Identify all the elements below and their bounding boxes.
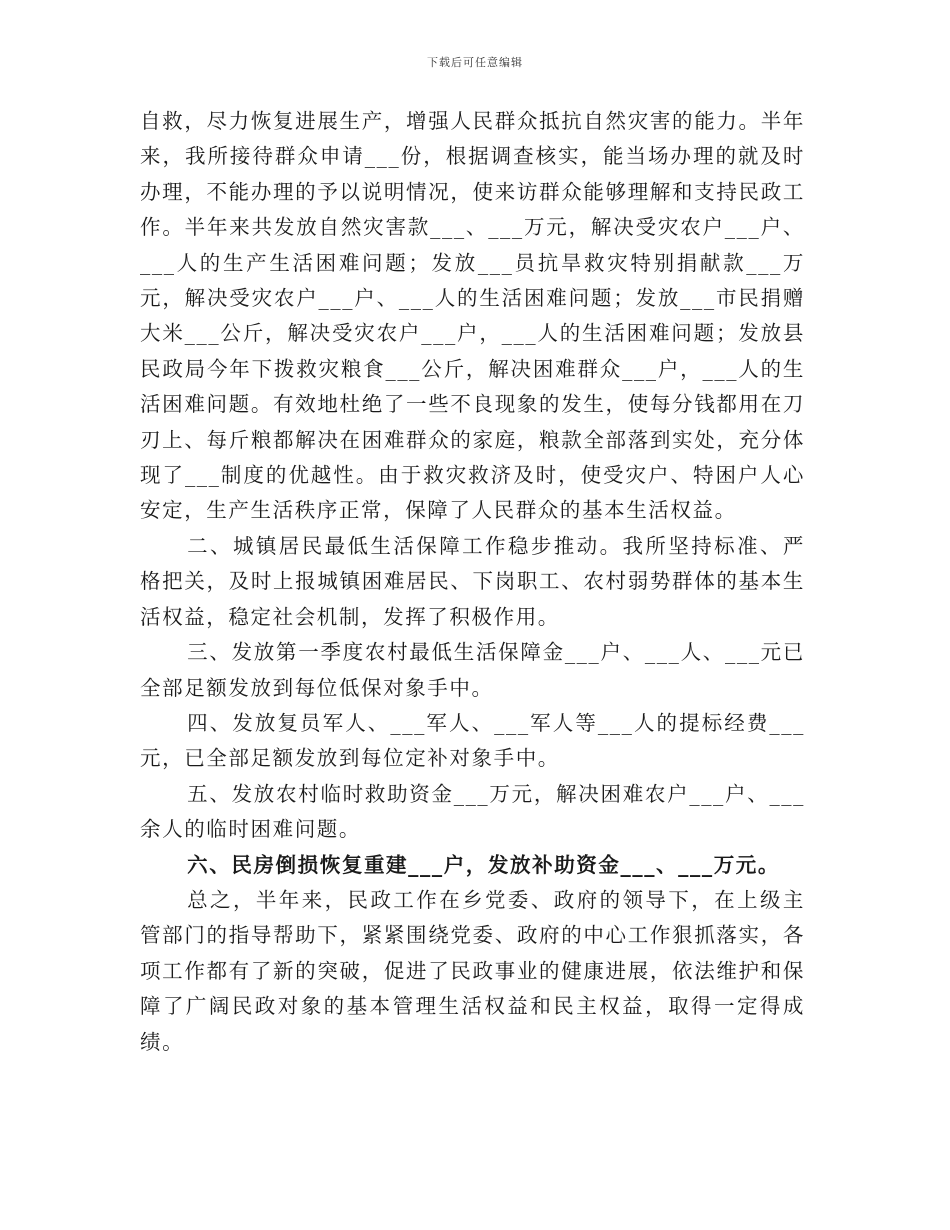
paragraph-temporary-relief: 五、发放农村临时救助资金___万元，解决困难农户___户、___余人的临时困难问题。	[140, 781, 805, 842]
paragraph-rural-minimum-living: 三、发放第一季度农村最低生活保障金___户、___人、___元已全部足额发放到每位低保对象手中。	[140, 640, 805, 700]
document-body	[140, 104, 805, 1060]
paragraph-urban-minimum-living: 二、城镇居民最低生活保障工作稳步推动。我所坚持标准、严格把关，及时上报城镇困难居民、下岗职工、农村弱势群体的基本生活权益，稳定社会机制，发挥了积极作用。	[140, 533, 805, 629]
paragraph-housing-rebuild: 六、民房倒损恢复重建___户，发放补助资金___、___万元。	[187, 852, 780, 877]
paragraph-summary: 总之，半年来，民政工作在乡党委、政府的领导下，在上级主管部门的指导帮助下，紧紧围绕党委、政府的中心工作狠抓落实，各项工作都有了新的突破，促进了民政事业的健康进展，依法维护和保障了广阔民政对象的基本管理生活权益和民主权益，取得一定得成绩。	[140, 887, 805, 1054]
page-header-note: 下载后可任意编辑	[427, 56, 523, 69]
paragraph-relief-work: 自救，尽力恢复进展生产，增强人民群众抵抗自然灾害的能力。半年来，我所接待群众申请___份，根据调查核实，能当场办理的就及时办理，不能办理的予以说明情况，使来访群众能够理解和支持民政工作。半年来共发放自然灾害款___、___万元，解决受灾农户___户、___人的生产生活困难问题；发放___员抗旱救灾特别捐献款___万元，解决受灾农户___户、___人的生活困难问题；发放___市民捐赠大米___公斤，解决受灾农户___户，___人的生活困难问题；发放县民政局今年下拨救灾粮食___公斤，解决困难群众___户，___人的生活困难问题。有效地杜绝了一些不良现象的发生，使每分钱都用在刀刃上、每斤粮都解决在困难群众的家庭，粮款全部落到实处，充分体现了___制度的优越性。由于救灾救济及时，使受灾户、特困户人心安定，生产生活秩序正常，保障了人民群众的基本生活权益。	[140, 109, 805, 523]
paragraph-veteran-subsidy: 四、发放复员军人、___军人、___军人等___人的提标经费___元，已全部足额发放到每位定补对象手中。	[140, 710, 805, 771]
